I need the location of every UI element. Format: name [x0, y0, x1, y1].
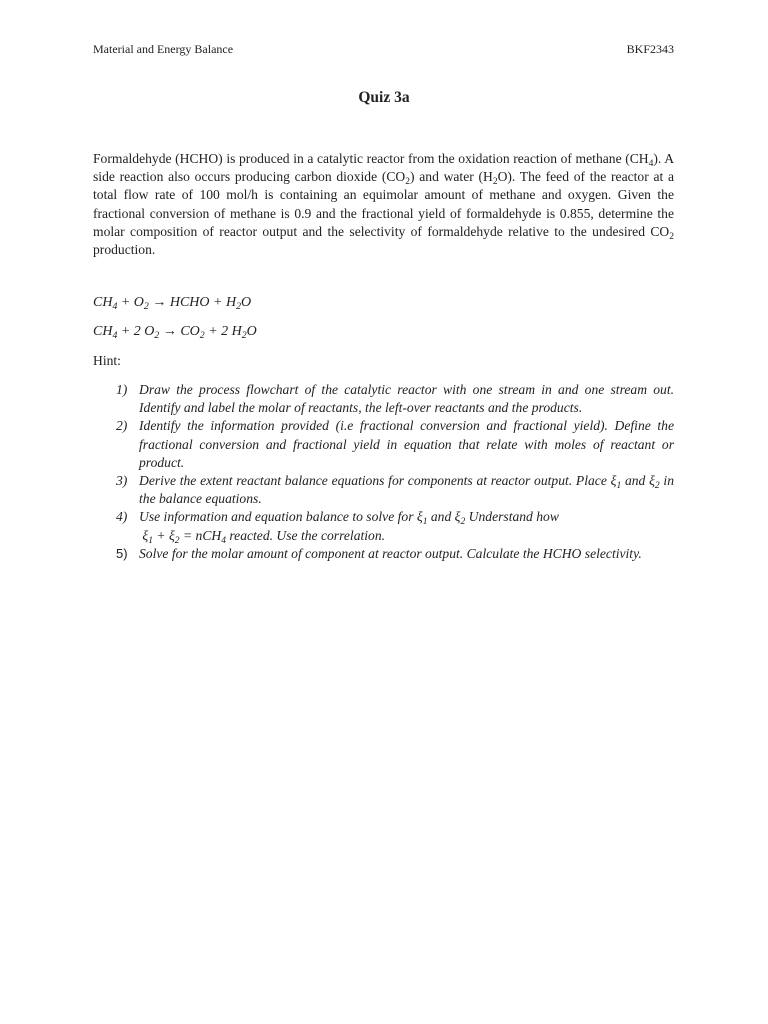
hint-item	[93, 417, 674, 472]
hint-item	[93, 472, 674, 508]
hint-list	[93, 381, 674, 563]
hint-text: Use information and equation balance to solve for $\xi_1$ and $\xi_2$ Understand how $\xi_1 + \xi_2 = nCH_4$ reacted. Use the correlation.	[139, 509, 559, 546]
hint-text: Draw the process flowchart of the catalytic reactor with one stream in and one stream out. Identify and label the molar of reactants, the left-over reactants and the products.	[139, 382, 674, 416]
hint-number: 5)	[116, 545, 128, 561]
header-course-code: BKF2343	[626, 42, 674, 56]
hint-number: 1)	[116, 382, 128, 397]
hint-item	[93, 381, 674, 417]
hint-text: Solve for the molar amount of component at reactor output. Calculate the HCHO selectivity.	[139, 545, 642, 561]
reaction-equation-main: $CH_4 + O_2$ → HCHO + $H_2O$	[93, 295, 252, 312]
hint-number: 4)	[116, 509, 128, 525]
hint-text: Identify the information provided (i.e fractional conversion and fractional yield). Define the fractional conversion and fractional yield in equation that relate with moles of reactant or product.	[139, 418, 674, 470]
reaction-equation-side: $CH_4 + 2$ $O_2 \to CO_2 + 2$ $H_2O$	[93, 324, 257, 341]
hint-label: Hint:	[93, 353, 121, 368]
hint-item	[93, 545, 674, 563]
hint-text: Derive the extent reactant balance equations for components at reactor output. Place $\xi_1$ and $\xi_2$ in the balance equations.	[139, 473, 674, 507]
hint-number: 3)	[116, 473, 128, 489]
hint-number: 2)	[116, 418, 128, 434]
hint-item	[93, 508, 674, 544]
problem-statement: Formaldehyde (HCHO) is produced in a catalytic reactor from the oxidation reaction of methane $(CH_4)$. A side reaction also occurs producing carbon dioxide $(CO_2)$ and water $(H_2O)$. The feed of the reactor at a total flow rate of 100 mol/h is containing an equimolar amount of methane and oxygen. Given the fractional conversion of methane is 0.9 and the fractional yield of formaldehyde is 0.855, determine the molar composition of reactor output and the selectivity of formaldehyde relative to the undesired $CO_2$ production.	[93, 151, 675, 258]
page-title: Quiz 3a	[358, 89, 410, 106]
header-course-name: Material and Energy Balance	[93, 42, 234, 56]
